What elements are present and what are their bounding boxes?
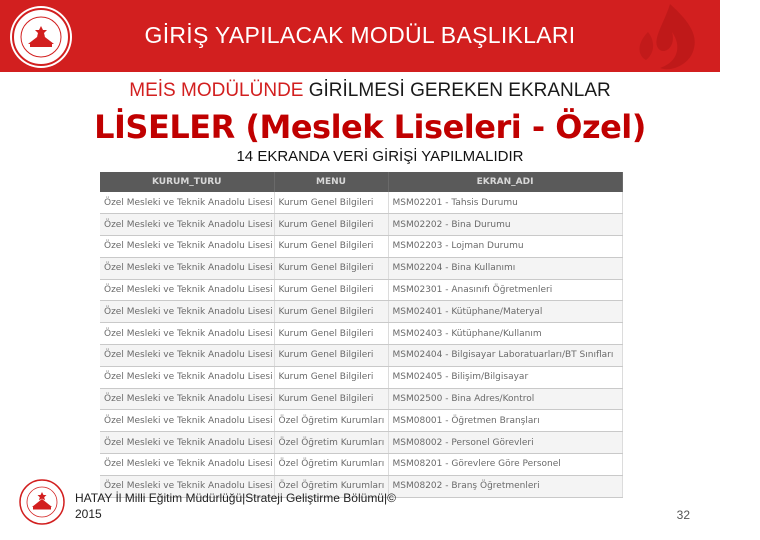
page-title: GİRİŞ YAPILACAK MODÜL BAŞLIKLARI (144, 22, 576, 48)
footer-text (75, 490, 455, 522)
table-cell: Özel Mesleki ve Teknik Anadolu Lisesi (100, 432, 274, 454)
subheading-highlight: MEİS MODÜLÜNDE (129, 80, 304, 101)
table-cell: Özel Mesleki ve Teknik Anadolu Lisesi (100, 454, 274, 476)
table-cell: Özel Mesleki ve Teknik Anadolu Lisesi (100, 279, 274, 301)
subheading-rest: GİRİLMESİ GEREKEN EKRANLAR (303, 80, 611, 101)
column-header-menu: MENU (274, 172, 388, 192)
column-header-kurum-turu: KURUM_TURU (100, 172, 274, 192)
table-cell: Özel Mesleki ve Teknik Anadolu Lisesi (100, 214, 274, 236)
column-header-ekran-adi: EKRAN_ADI (388, 172, 622, 192)
table-cell: MSM02301 - Anasınıfı Öğretmenleri (388, 279, 622, 301)
table-cell: Kurum Genel Bilgileri (274, 345, 388, 367)
table-row (100, 279, 622, 301)
table-cell: Özel Mesleki ve Teknik Anadolu Lisesi (100, 366, 274, 388)
table-cell: Kurum Genel Bilgileri (274, 236, 388, 258)
table-cell: Kurum Genel Bilgileri (274, 192, 388, 214)
table-row (100, 301, 622, 323)
subheading (0, 80, 740, 102)
table-cell: Özel Mesleki ve Teknik Anadolu Lisesi (100, 257, 274, 279)
table-cell: MSM08202 - Branş Öğretmenleri (388, 475, 622, 497)
screens-table (100, 172, 623, 498)
table-cell: Özel Mesleki ve Teknik Anadolu Lisesi (100, 301, 274, 323)
table-cell: MSM08001 - Öğretmen Branşları (388, 410, 622, 432)
table-cell: Kurum Genel Bilgileri (274, 323, 388, 345)
table-row (100, 454, 622, 476)
table-cell: Kurum Genel Bilgileri (274, 214, 388, 236)
table-cell: MSM02204 - Bina Kullanımı (388, 257, 622, 279)
table-cell: Kurum Genel Bilgileri (274, 301, 388, 323)
table-cell: MSM02201 - Tahsis Durumu (388, 192, 622, 214)
table-cell: Özel Mesleki ve Teknik Anadolu Lisesi (100, 236, 274, 258)
table-cell: Özel Mesleki ve Teknik Anadolu Lisesi (100, 192, 274, 214)
table-cell: MSM02401 - Kütüphane/Materyal (388, 301, 622, 323)
table-cell: MSM08002 - Personel Görevleri (388, 432, 622, 454)
table-row (100, 192, 622, 214)
table-cell: Özel Öğretim Kurumları (274, 454, 388, 476)
screen-count-caption: 14 EKRANDA VERİ GİRİŞİ YAPILMALIDIR (236, 148, 524, 165)
table-cell: MSM02202 - Bina Durumu (388, 214, 622, 236)
table-cell: Özel Mesleki ve Teknik Anadolu Lisesi (100, 345, 274, 367)
footer-ministry-logo (18, 478, 66, 526)
table-row (100, 432, 622, 454)
table-row (100, 236, 622, 258)
table-row (100, 323, 622, 345)
footer-line-1: HATAY İl Milli Eğitim Müdürlüğü|Strateji Geliştirme Bölümü|© (75, 491, 396, 505)
table-cell: Özel Mesleki ve Teknik Anadolu Lisesi (100, 475, 274, 497)
table-cell: Özel Öğretim Kurumları (274, 475, 388, 497)
footer-line-2: 2015 (75, 507, 102, 521)
table-cell: Özel Mesleki ve Teknik Anadolu Lisesi (100, 388, 274, 410)
table-row (100, 257, 622, 279)
section-title: LİSELER (Meslek Liseleri - Özel) (94, 108, 646, 146)
table-row (100, 345, 622, 367)
screens-table-container (100, 172, 622, 492)
table-cell: MSM02203 - Lojman Durumu (388, 236, 622, 258)
table-cell: Özel Öğretim Kurumları (274, 410, 388, 432)
table-cell: Kurum Genel Bilgileri (274, 388, 388, 410)
table-cell: Kurum Genel Bilgileri (274, 366, 388, 388)
table-cell: Özel Öğretim Kurumları (274, 432, 388, 454)
table-row (100, 214, 622, 236)
table-cell: Özel Mesleki ve Teknik Anadolu Lisesi (100, 410, 274, 432)
table-cell: MSM02404 - Bilgisayar Laboratuarları/BT Sınıfları (388, 345, 622, 367)
table-cell: Kurum Genel Bilgileri (274, 257, 388, 279)
table-row (100, 388, 622, 410)
table-cell: MSM02500 - Bina Adres/Kontrol (388, 388, 622, 410)
table-cell: MSM08201 - Görevlere Göre Personel (388, 454, 622, 476)
table-cell: MSM02405 - Bilişim/Bilgisayar (388, 366, 622, 388)
table-cell: Kurum Genel Bilgileri (274, 279, 388, 301)
table-cell: Özel Mesleki ve Teknik Anadolu Lisesi (100, 323, 274, 345)
table-row (100, 410, 622, 432)
table-cell: MSM02403 - Kütüphane/Kullanım (388, 323, 622, 345)
page-number: 32 (676, 508, 690, 522)
table-row (100, 366, 622, 388)
table-header-row (100, 172, 622, 192)
